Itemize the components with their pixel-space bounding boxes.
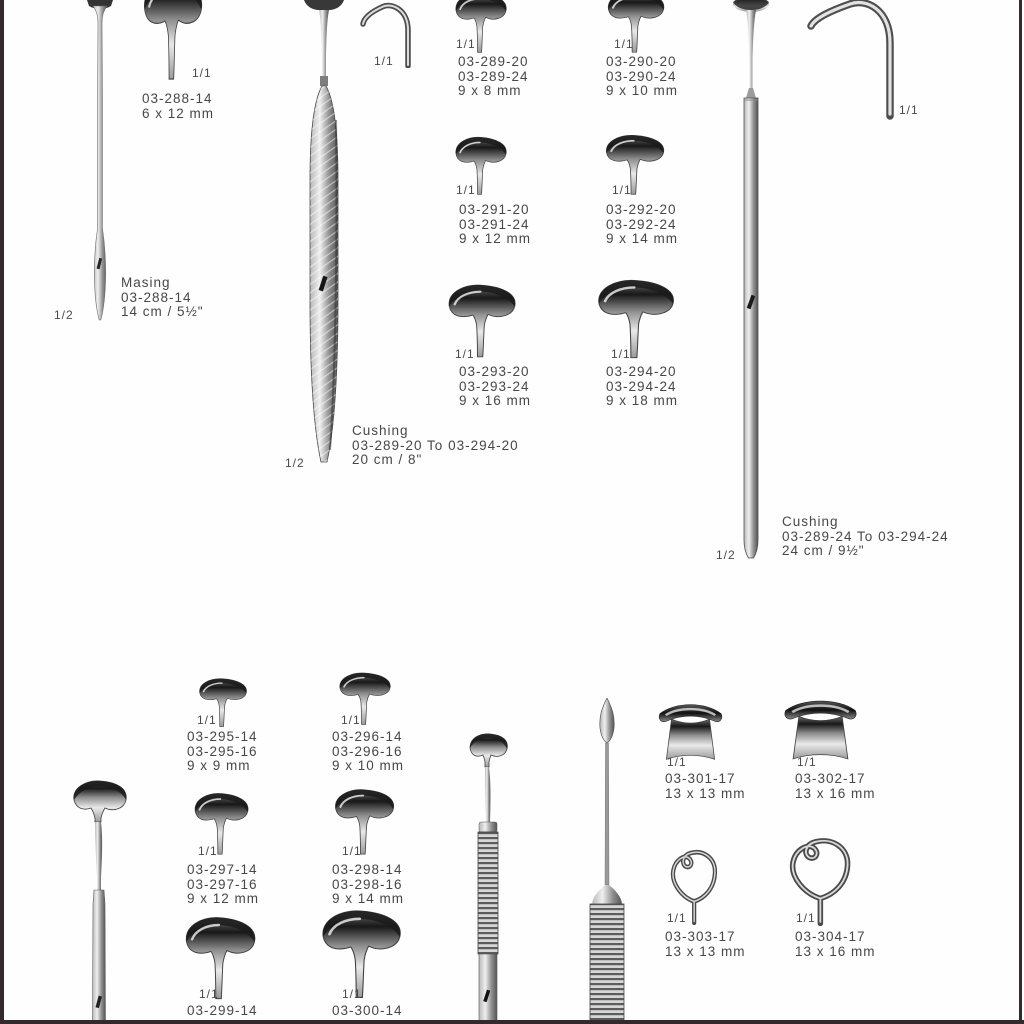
product-code: 03-302-17 [795, 771, 866, 786]
product-label-03-296 [332, 730, 404, 774]
ribbed-handle-retractor-image [464, 732, 512, 1024]
product-size: 13 x 13 mm [665, 943, 746, 959]
product-size: 9 x 10 mm [332, 758, 405, 774]
product-code: 03-289-20 [458, 54, 529, 69]
product-label-03-304 [795, 930, 876, 959]
blade-image-03-300 [317, 906, 406, 1000]
product-code: 03-288-14 [121, 289, 192, 305]
product-code: 03-292-24 [606, 216, 677, 232]
product-size: 9 x 8 mm [458, 83, 522, 99]
product-size: 9 x 9 mm [187, 758, 251, 774]
product-size: 13 x 16 mm [795, 943, 876, 959]
cushing-20cm-retractor-image [300, 0, 348, 470]
product-code: 03-291-24 [459, 216, 530, 232]
scale-label: 1/1 [192, 66, 212, 80]
product-code: 03-290-20 [606, 54, 677, 69]
scale-label: 1/1 [667, 755, 687, 769]
product-code: 03-298-16 [332, 876, 403, 892]
product-code: 03-300-14 [332, 1003, 403, 1018]
product-code: 03-299-14 [187, 1003, 258, 1018]
product-size: 9 x 16 mm [459, 393, 532, 409]
product-code: 03-304-17 [795, 929, 866, 944]
spatula-blade-image-03-301 [654, 699, 727, 766]
product-name: Cushing [352, 423, 409, 438]
product-size: 9 x 10 mm [606, 83, 679, 99]
product-code-range: 03-289-20 To 03-294-20 [352, 437, 519, 453]
scale-label: 1/1 [455, 347, 475, 361]
masing-retractor-image [80, 0, 120, 322]
product-size: 9 x 18 mm [606, 393, 679, 409]
product-size: 9 x 12 mm [459, 231, 532, 247]
page-border-left [0, 0, 4, 1024]
product-label-03-298 [332, 863, 404, 907]
product-code: 03-294-20 [606, 364, 677, 379]
product-label-03-292 [606, 203, 678, 247]
product-code: 03-295-14 [187, 729, 258, 744]
product-label-03-293 [459, 365, 531, 409]
scale-label: 1/1 [612, 183, 632, 197]
product-label-cushing-24 [782, 515, 949, 559]
product-code: 03-298-14 [332, 862, 403, 877]
scale-label: 1/1 [899, 103, 919, 117]
product-code: 03-296-16 [332, 743, 403, 759]
product-code: 03-303-17 [665, 929, 736, 944]
product-label-03-301 [665, 772, 746, 801]
product-label-03-297 [187, 863, 259, 907]
product-label-03-288-detail [142, 92, 214, 121]
scale-label: 1/1 [342, 844, 362, 858]
product-size: 13 x 16 mm [795, 785, 876, 801]
scale-label: 1/1 [341, 713, 361, 727]
product-code: 03-289-24 [458, 68, 529, 84]
blade-image-03-294 [593, 276, 679, 360]
scale-label: 1/2 [716, 548, 736, 562]
scale-label: 1/2 [54, 308, 74, 322]
product-label-03-303 [665, 930, 746, 959]
product-code: 03-293-24 [459, 378, 530, 394]
blade-image-03-299 [181, 913, 260, 1001]
product-code: 03-290-24 [606, 68, 677, 84]
product-code: 03-301-17 [665, 771, 736, 786]
product-size: 20 cm / 8" [352, 452, 423, 468]
scale-label: 1/1 [198, 844, 218, 858]
product-label-03-290 [606, 55, 678, 99]
product-label-03-302 [795, 772, 876, 801]
product-label-03-291 [459, 203, 531, 247]
product-label-03-289 [458, 55, 529, 99]
page-border-bottom [0, 1020, 1024, 1024]
spatula-blade-image-03-302 [779, 695, 862, 766]
product-code-range: 03-289-24 To 03-294-24 [782, 528, 949, 544]
product-code: 03-295-16 [187, 743, 258, 759]
product-size: 9 x 12 mm [187, 891, 260, 907]
scale-label: 1/1 [199, 987, 219, 1001]
product-label-03-294 [606, 365, 678, 409]
product-code: 03-297-16 [187, 876, 258, 892]
product-size: 6 x 12 mm [142, 105, 215, 121]
scale-label: 1/1 [796, 911, 816, 925]
scale-label: 1/2 [285, 456, 305, 470]
product-code: 03-292-20 [606, 202, 677, 217]
product-size: 13 x 13 mm [665, 785, 746, 801]
loop-blade-image-03-304 [777, 830, 862, 926]
hook-large-image [795, 0, 927, 120]
product-code: 03-296-14 [332, 729, 403, 744]
product-code: 03-293-20 [459, 364, 530, 379]
page-border-right [1019, 0, 1022, 1024]
product-name: Cushing [782, 514, 839, 529]
product-code: 03-297-14 [187, 862, 258, 877]
product-label-03-295 [187, 730, 258, 774]
scale-label: 1/1 [456, 183, 476, 197]
product-code: 03-291-20 [459, 202, 530, 217]
cushing-24cm-retractor-image [730, 0, 772, 565]
product-label-cushing-20 [352, 424, 519, 468]
product-size: 24 cm / 9½" [782, 543, 865, 559]
scale-label: 1/1 [611, 347, 631, 361]
scale-label: 1/1 [456, 37, 476, 51]
scale-label: 1/1 [614, 37, 634, 51]
product-name: Masing [121, 275, 171, 290]
product-label-03-299 [187, 1004, 258, 1019]
product-size: 14 cm / 5½" [121, 304, 204, 320]
product-code: 03-294-24 [606, 378, 677, 394]
product-label-masing [121, 276, 204, 320]
ribbed-handle-dissector-image [584, 698, 630, 1024]
scale-label: 1/1 [374, 54, 394, 68]
product-label-03-300 [332, 1004, 403, 1019]
scale-label: 1/1 [667, 911, 687, 925]
product-size: 9 x 14 mm [332, 891, 405, 907]
product-code: 03-288-14 [142, 91, 213, 106]
scale-label: 1/1 [197, 713, 217, 727]
bottom-left-retractor-image [70, 778, 132, 1024]
scale-label: 1/1 [342, 987, 362, 1001]
scale-label: 1/1 [797, 755, 817, 769]
product-size: 9 x 14 mm [606, 231, 679, 247]
